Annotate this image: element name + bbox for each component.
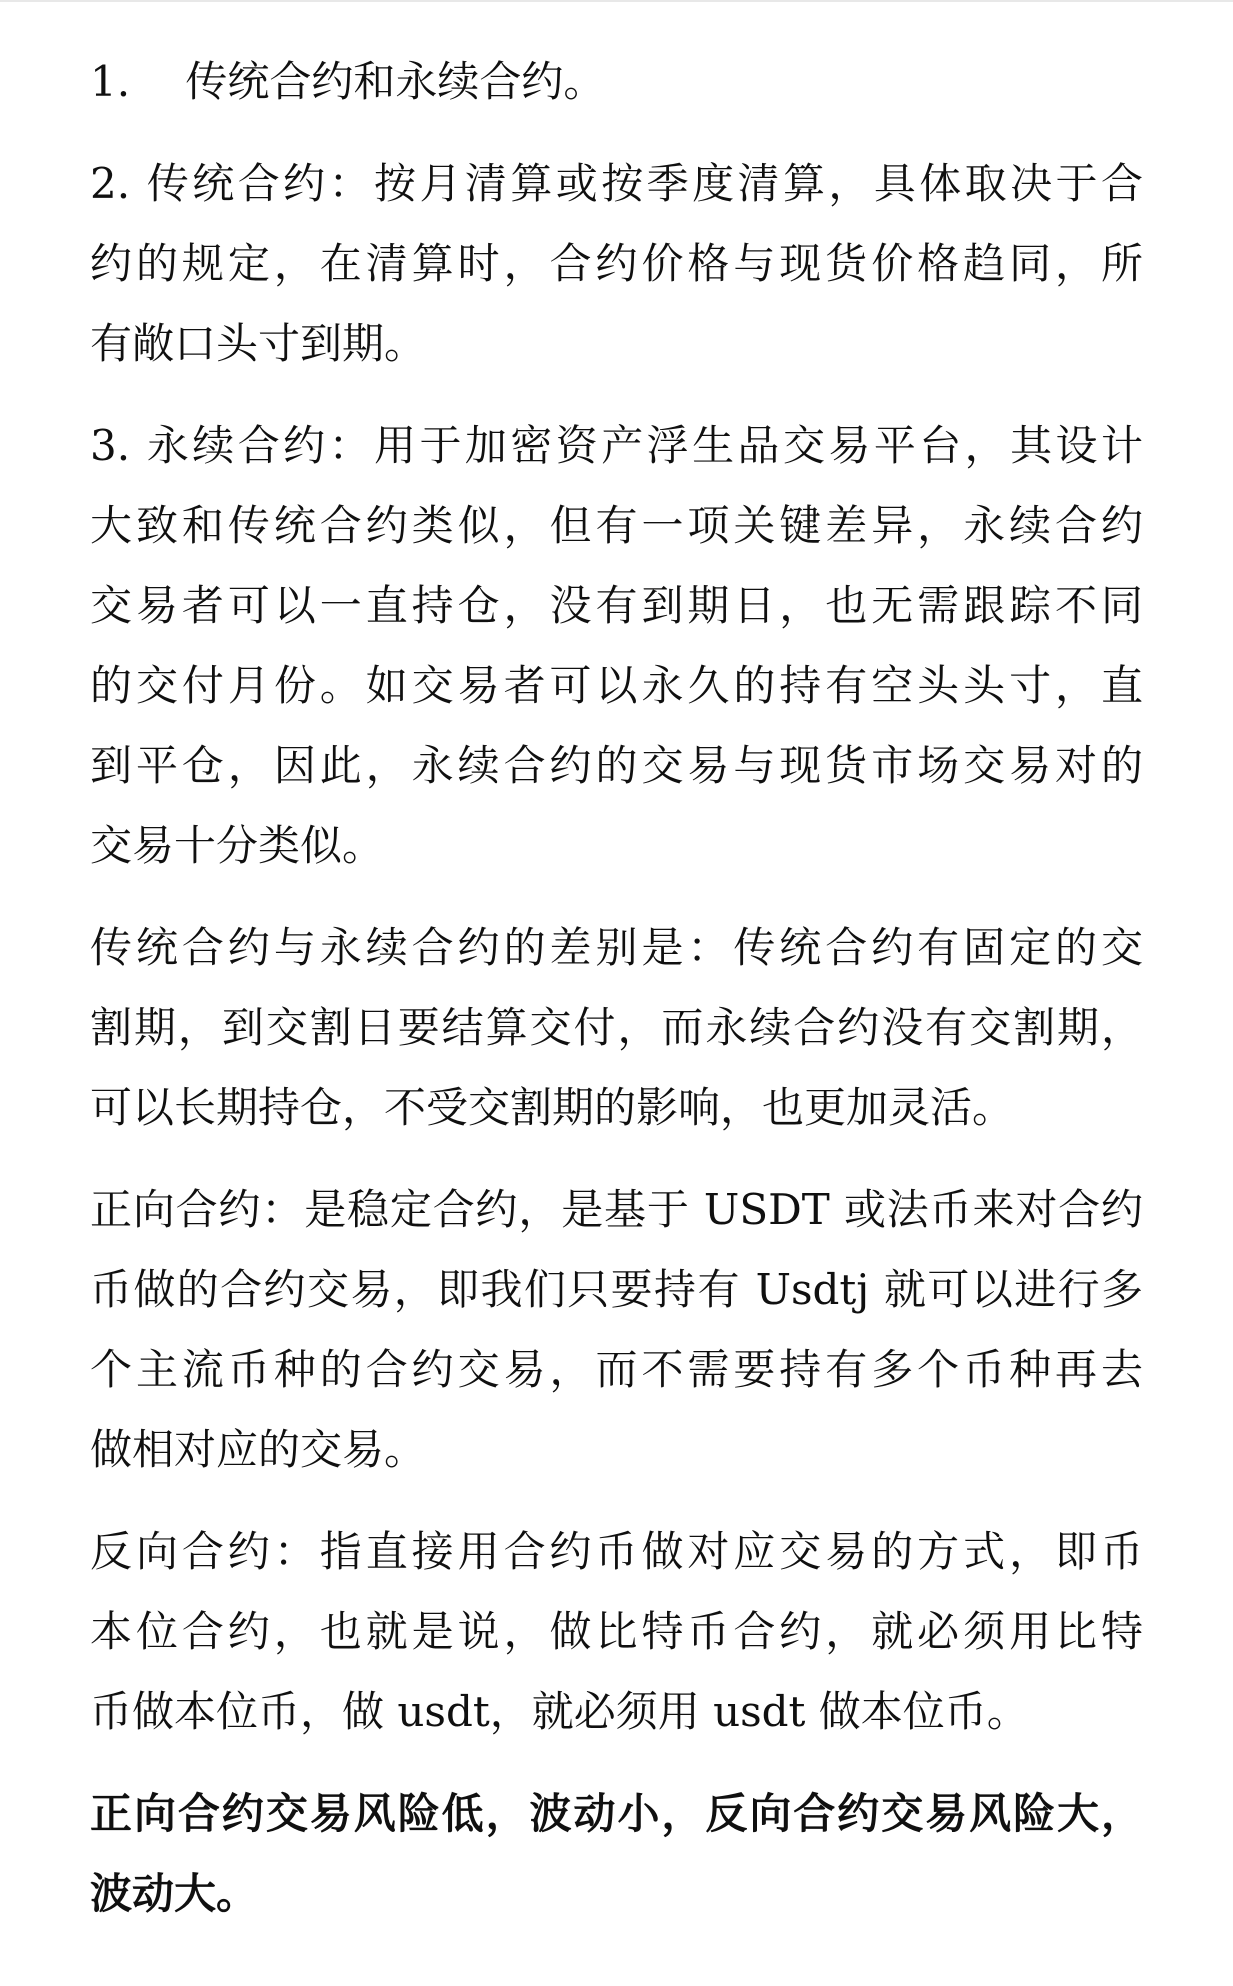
text-line: 到平仓，因此，永续合约的交易与现货市场交易对的 (90, 741, 1143, 790)
list-item-1 (90, 42, 1143, 122)
list-item-3-perpetual-contract (90, 406, 1143, 886)
text-line: 反向合约：指直接用合约币做对应交易的方式，即币 (90, 1527, 1143, 1576)
paragraph-contract-difference (90, 908, 1143, 1148)
text-line: 可以长期持仓，不受交割期的影响，也更加灵活。 (90, 1083, 1015, 1132)
text-line: 币做本位币，做 usdt，就必须用 usdt 做本位币。 (90, 1687, 1029, 1736)
text-line: 币做的合约交易，即我们只要持有 Usdtj 就可以进行多 (90, 1265, 1143, 1314)
paragraph-inverse-contract (90, 1512, 1143, 1752)
text-line: 的交付月份。如交易者可以永久的持有空头头寸，直 (90, 661, 1143, 710)
paragraph-risk-summary (90, 1774, 1143, 1934)
text-line: 约的规定，在清算时，合约价格与现货价格趋同，所 (90, 239, 1143, 288)
text-line: 割期，到交割日要结算交付，而永续合约没有交割期， (90, 1003, 1143, 1052)
text-line: 2. 传统合约：按月清算或按季度清算，具体取决于合 (90, 159, 1143, 208)
text-line: 做相对应的交易。 (90, 1425, 427, 1474)
text-line: 3. 永续合约：用于加密资产浮生品交易平台，其设计 (90, 421, 1143, 470)
text-line: 正向合约：是稳定合约，是基于 USDT 或法币来对合约 (90, 1185, 1143, 1234)
text-line: 交易者可以一直持仓，没有到期日，也无需跟踪不同 (90, 581, 1143, 630)
paragraph-linear-contract (90, 1170, 1143, 1490)
text-line: 波动大。 (90, 1869, 259, 1918)
text-line: 大致和传统合约类似，但有一项关键差异，永续合约 (90, 501, 1143, 550)
text-line: 本位合约，也就是说，做比特币合约，就必须用比特 (90, 1607, 1143, 1656)
text-line: 传统合约与永续合约的差别是：传统合约有固定的交 (90, 923, 1143, 972)
text-line: 个主流币种的合约交易，而不需要持有多个币种再去 (90, 1345, 1143, 1394)
text-line: 有敞口头寸到期。 (90, 319, 427, 368)
text-line: 1. 传统合约和永续合约。 (90, 57, 606, 106)
text-line: 正向合约交易风险低，波动小，反向合约交易风险大， (90, 1789, 1143, 1838)
list-item-2-traditional-contract (90, 144, 1143, 384)
text-line: 交易十分类似。 (90, 821, 385, 870)
